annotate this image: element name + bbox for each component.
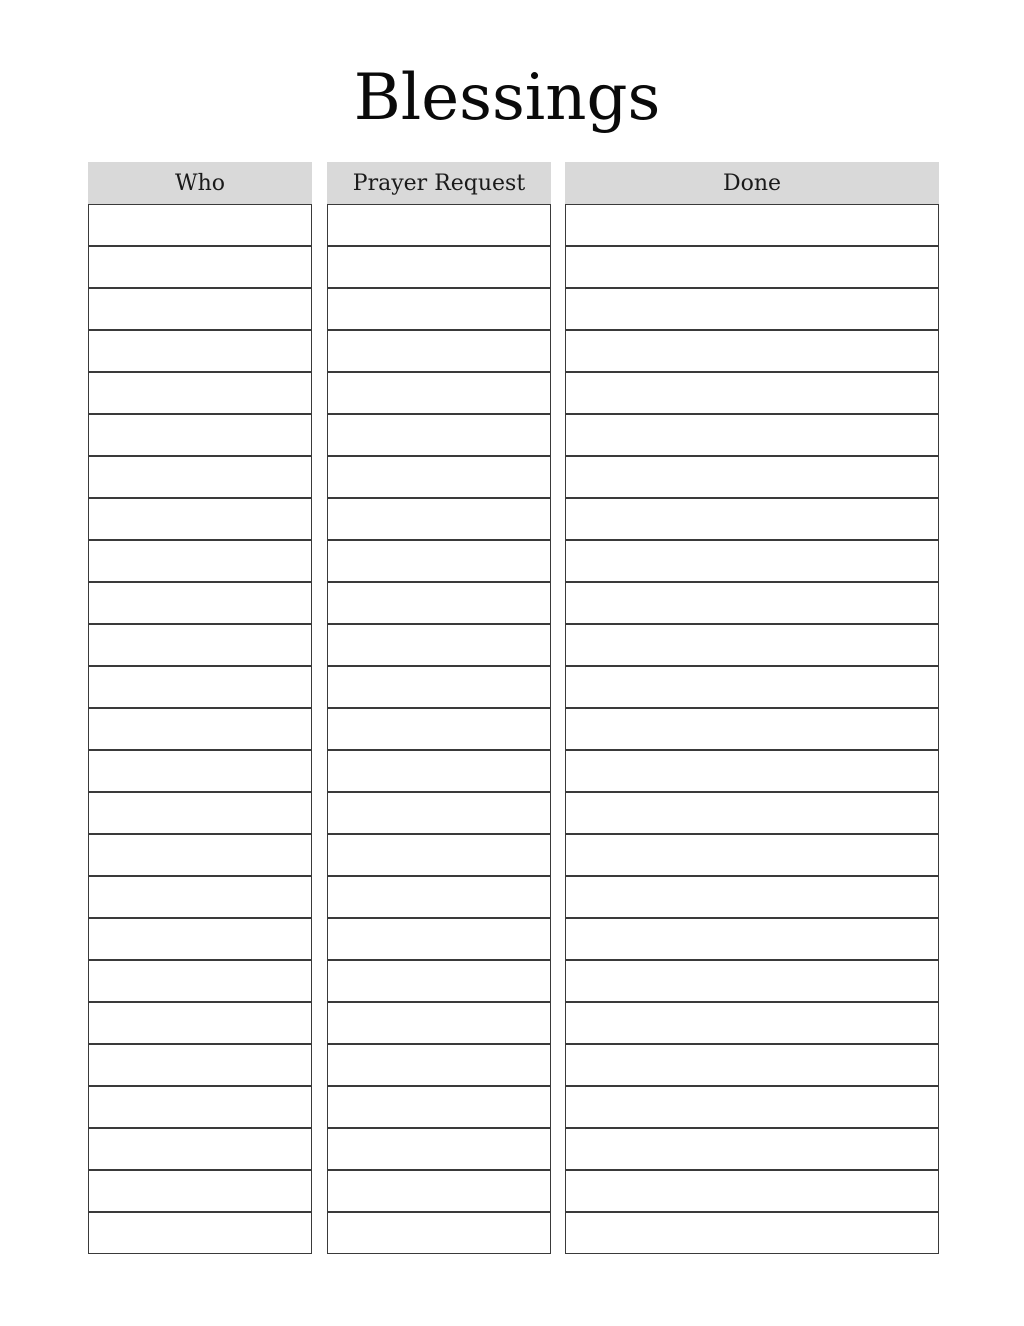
- column-who: [88, 162, 312, 1254]
- table-cell-who: [88, 834, 312, 876]
- table-cell-who: [88, 330, 312, 372]
- table-cell-who: [88, 540, 312, 582]
- table-cell-done: [565, 372, 939, 414]
- table-cell-who: [88, 750, 312, 792]
- table-cell-prayer-request: [327, 1044, 551, 1086]
- column-done: [565, 162, 939, 1254]
- column-header-prayer-request: Prayer Request: [327, 162, 551, 204]
- table-cell-done: [565, 1086, 939, 1128]
- column-rows-who: [88, 204, 312, 1254]
- table-cell-done: [565, 834, 939, 876]
- table-cell-done: [565, 708, 939, 750]
- table-cell-prayer-request: [327, 540, 551, 582]
- table-cell-done: [565, 1212, 939, 1254]
- table-cell-who: [88, 1044, 312, 1086]
- table-cell-who: [88, 876, 312, 918]
- table-cell-who: [88, 1212, 312, 1254]
- table-cell-prayer-request: [327, 1170, 551, 1212]
- table-cell-prayer-request: [327, 960, 551, 1002]
- table-cell-done: [565, 1002, 939, 1044]
- table-cell-prayer-request: [327, 246, 551, 288]
- table-cell-prayer-request: [327, 414, 551, 456]
- table-cell-who: [88, 1128, 312, 1170]
- table-cell-done: [565, 498, 939, 540]
- column-rows-done: [565, 204, 939, 1254]
- table-cell-done: [565, 876, 939, 918]
- table-cell-who: [88, 960, 312, 1002]
- table-cell-done: [565, 330, 939, 372]
- table-cell-prayer-request: [327, 1086, 551, 1128]
- table-cell-prayer-request: [327, 288, 551, 330]
- page-title: Blessings: [353, 61, 661, 135]
- table-cell-who: [88, 1002, 312, 1044]
- table-cell-who: [88, 456, 312, 498]
- table-cell-prayer-request: [327, 330, 551, 372]
- table-cell-who: [88, 708, 312, 750]
- table-cell-prayer-request: [327, 792, 551, 834]
- table-cell-done: [565, 204, 939, 246]
- table-cell-done: [565, 1170, 939, 1212]
- table-cell-done: [565, 288, 939, 330]
- table-cell-who: [88, 414, 312, 456]
- table-cell-who: [88, 498, 312, 540]
- table-cell-prayer-request: [327, 1128, 551, 1170]
- table-cell-done: [565, 624, 939, 666]
- table-cell-done: [565, 918, 939, 960]
- column-prayer-request: [327, 162, 551, 1254]
- table-cell-who: [88, 1170, 312, 1212]
- table-cell-done: [565, 666, 939, 708]
- table-cell-who: [88, 918, 312, 960]
- table-cell-who: [88, 246, 312, 288]
- table-cell-who: [88, 792, 312, 834]
- table-cell-prayer-request: [327, 834, 551, 876]
- table-cell-prayer-request: [327, 498, 551, 540]
- table-cell-prayer-request: [327, 582, 551, 624]
- table-cell-who: [88, 204, 312, 246]
- table-cell-prayer-request: [327, 750, 551, 792]
- table-cell-who: [88, 624, 312, 666]
- column-rows-prayer-request: [327, 204, 551, 1254]
- column-header-done: Done: [565, 162, 939, 204]
- table-cell-done: [565, 1128, 939, 1170]
- table-cell-done: [565, 246, 939, 288]
- table-cell-done: [565, 414, 939, 456]
- table-cell-who: [88, 288, 312, 330]
- table-cell-who: [88, 582, 312, 624]
- table-cell-who: [88, 1086, 312, 1128]
- table-cell-prayer-request: [327, 918, 551, 960]
- table-cell-done: [565, 792, 939, 834]
- table-cell-prayer-request: [327, 876, 551, 918]
- table-cell-prayer-request: [327, 666, 551, 708]
- table-cell-done: [565, 1044, 939, 1086]
- table-cell-done: [565, 540, 939, 582]
- table-cell-prayer-request: [327, 372, 551, 414]
- table-cell-prayer-request: [327, 624, 551, 666]
- table-cell-prayer-request: [327, 456, 551, 498]
- column-header-who: Who: [88, 162, 312, 204]
- table-cell-who: [88, 372, 312, 414]
- table-cell-done: [565, 750, 939, 792]
- table-cell-done: [565, 582, 939, 624]
- table-cell-prayer-request: [327, 204, 551, 246]
- table-cell-who: [88, 666, 312, 708]
- table-cell-prayer-request: [327, 1212, 551, 1254]
- table-cell-prayer-request: [327, 1002, 551, 1044]
- table-cell-prayer-request: [327, 708, 551, 750]
- table-cell-done: [565, 960, 939, 1002]
- table-cell-done: [565, 456, 939, 498]
